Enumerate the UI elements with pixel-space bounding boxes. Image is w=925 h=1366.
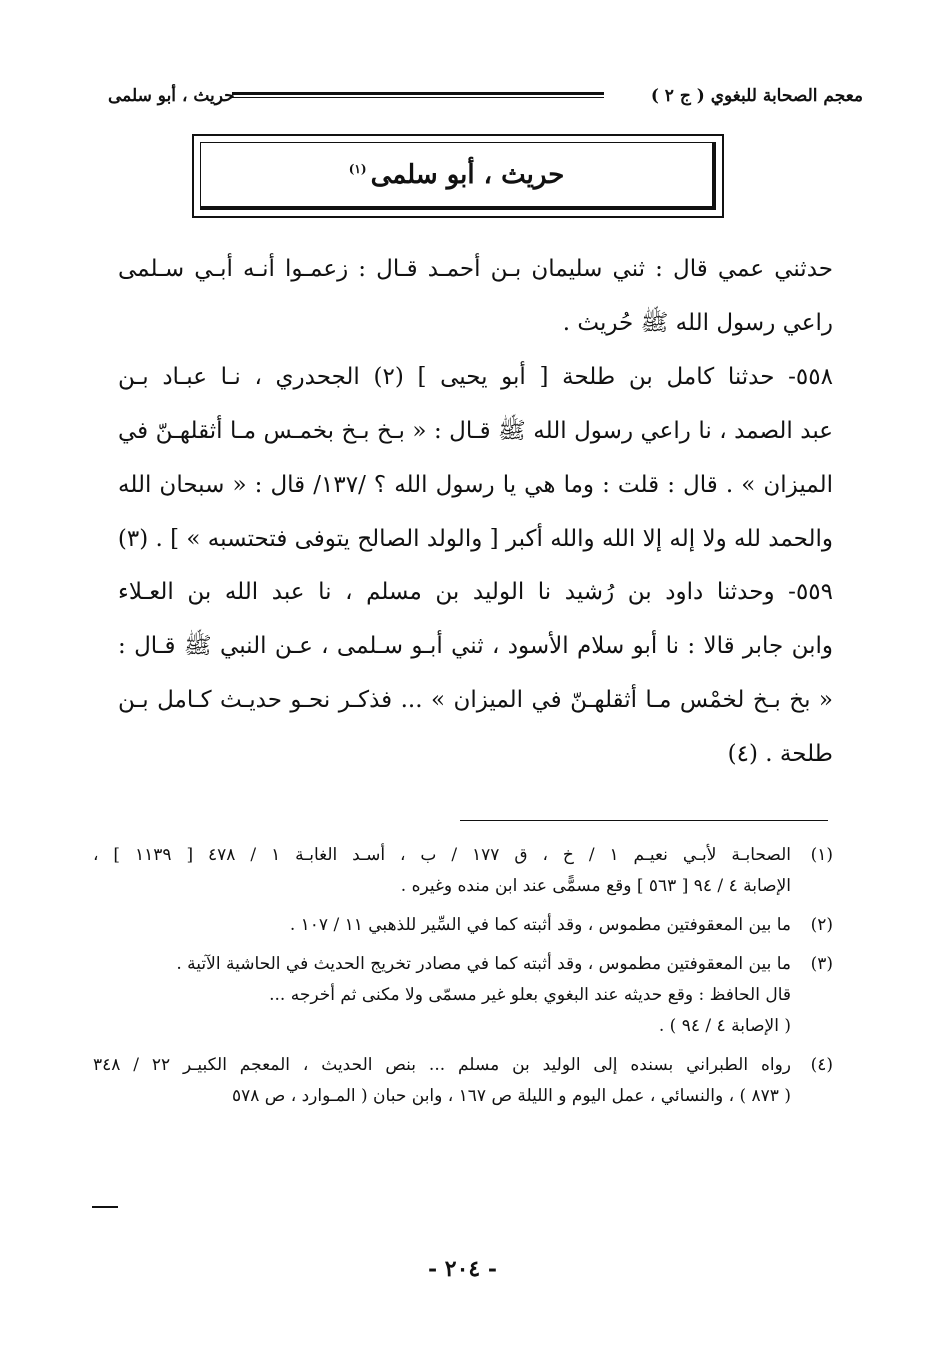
footnote [93,1050,833,1112]
intro-line: راعي رسول الله ﷺ حُريث . [562,310,833,336]
hadith-558-text: حدثنا كامل بن طلحة [ أبو يحيى ] (٢) الجحدري ، نـا عبـاد بـن [118,364,775,390]
intro-paragraph [118,242,833,350]
footnote-line: ( ٨٧٣ ) ، والنسائي ، عمل اليوم و الليلة ص ١٦٧ ، وابن حبان ( المـوارد ، ص ٥٧٨ [231,1086,791,1106]
entry-title-text: حريث ، أبو سلمى [370,159,565,190]
hadith-559-text: وحدثنا داود بن رُشيد نا الوليد بن مسلم ، نا عبد الله بن العـلاء [118,579,775,605]
hadith-number: ٥٥٩- [788,579,834,605]
footnote-line: ما بين المعقوفتين مطموس ، وقد أثبته كما في مصادر تخريج الحديث في الحاشية الآتية . [176,954,791,974]
footnote-body [93,949,791,1042]
footnote-line: الإصابة ٤ / ٩٤ [ ٥٦٣ ] وقع مسمًّى عند ابن منده وغيره . [400,876,791,896]
hadith-559-line: طلحة . (٤) [727,741,833,767]
title-box-inner [200,142,716,210]
footnote-line: رواه الطبراني بسنده إلى الوليد بن مسلم ... بنص الحديث ، المعجم الكبيـر ٢٢ / ٣٤٨ [93,1055,791,1075]
hadith-558-line: والحمد لله ولا إله إلا الله والله أكبر [ والولد الصالح يتوفى فتحتسبه » ] . (٣) [117,526,833,552]
continuation-mark [92,1206,118,1208]
footnote [93,949,833,1042]
footnote-body [93,910,791,941]
footnote-number: (٤) [810,1055,833,1075]
footnote-body [93,1050,791,1112]
hadith-558-line: الميزان » . قال : قلت : وما هي يا رسول الله ؟ /١٣٧/ قال : « سبحان الله [118,472,833,498]
footnote-number: (٣) [810,954,833,974]
hadith-559-line [118,565,833,619]
hadith-558 [118,350,833,566]
entry-title [349,160,565,190]
footnotes [93,840,833,1120]
hadith-558-line: عبد الصمد ، نا راعي رسول الله ﷺ قـال : « بـخ بـخ بخمـس مـا أثقلهـنّ في [118,418,833,444]
page-number: - ٢٠٤ - [427,1256,498,1282]
footnote [93,840,833,902]
footnote-number: (٢) [810,915,833,935]
title-box [192,134,724,218]
footnote-line: ( الإصابة ٤ / ٩٤ ) . [658,1016,791,1036]
hadith-559-line: وابن جابر قالا : نا أبو سلام الأسود ، ثني أبـو سـلمى ، عـن النبي ﷺ قـال : [118,633,833,659]
footnote-line: ما بين المعقوفتين مطموس ، وقد أثبته كما في السِّير للذهبي ١١ / ١٠٧ . [289,915,791,935]
book-title: معجم الصحابة للبغوي ( ج ٢ ) [650,86,863,106]
hadith-number: ٥٥٨- [788,364,833,390]
footnote-number: (١) [810,845,833,865]
footnote-line: الصحابـة لأبـي نعيـم ١ / خ ، ق ١٧٧ / ب ، أسـد الغابـة ١ / ٤٧٨ [ ١١٣٩ ] ، [93,845,791,865]
hadith-559-line: « بخ بـخ لخمْس مـا أثقلهـنّ في الميزان » ... فذكـر نحـو حديـث كـامل بـن [118,687,833,713]
hadith-558-line [118,350,833,404]
header-rule [232,92,604,98]
footnote-body [93,840,791,902]
footnote [93,910,833,941]
intro-line: حدثني عمي قال : ثني سليمان بـن أحمـد قـال : زعمـوا أنـه أبـي سـلمى [118,256,833,282]
footnote-line: قال الحافظ : وقع حديثه عند البغوي بعلو غير مسمّى ولا مكنى ثم أخرجه ... [269,985,791,1005]
hadith-559 [118,565,833,781]
chapter-title: حريث ، أبو سلمى [108,86,235,106]
footnote-separator [460,820,828,821]
title-footnote-ref: (١) [348,161,367,176]
